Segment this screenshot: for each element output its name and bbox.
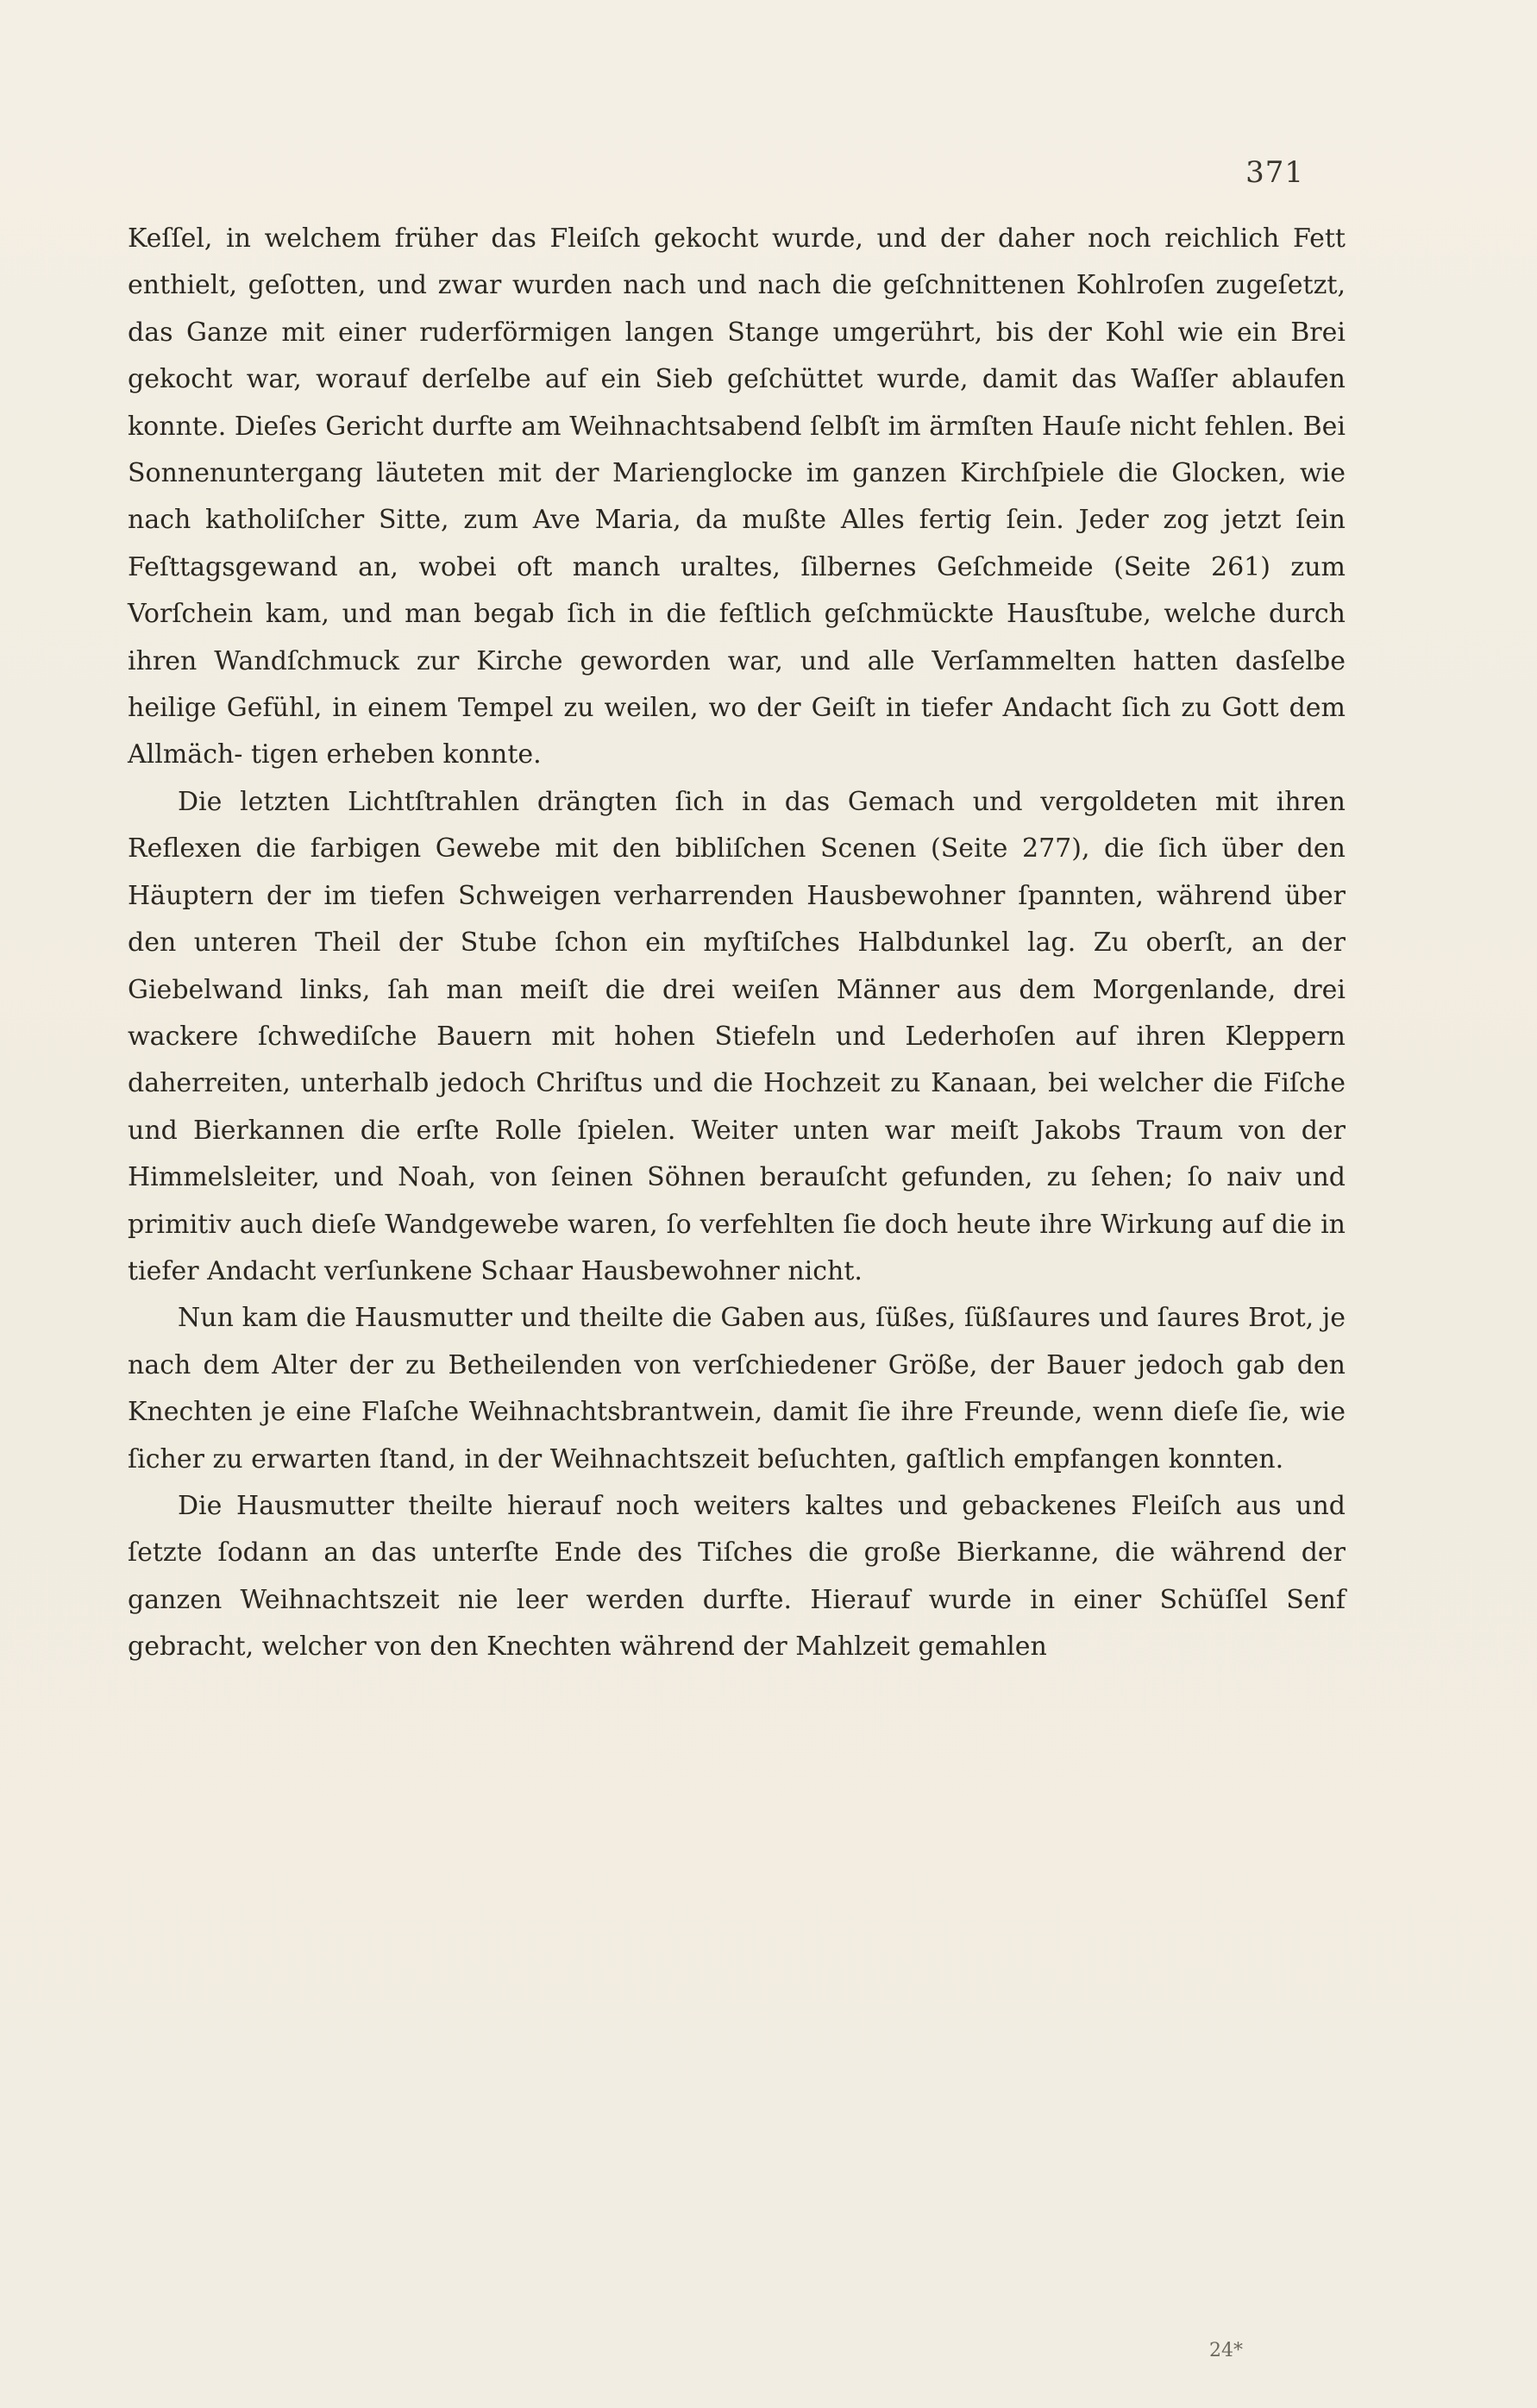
paragraph-1: Keſſel, in welchem früher das Fleiſch gekocht wurde, und der daher noch reichlich Fett enthielt, geſotten, und zwar wurden nach und nach die geſchnittenen Kohlroſen zugeſetzt, das Ganze mit einer ruderförmigen langen Stange umgerührt, bis der Kohl wie ein Brei gekocht war, worauf derſelbe auf ein Sieb geſchüttet wurde, damit das Waſſer ablaufen konnte. Dieſes Gericht durfte am Weihnachtsabend ſelbſt im ärmſten Hauſe nicht fehlen. Bei Sonnenuntergang läuteten mit der Marienglocke im ganzen Kirchſpiele die Glocken, wie nach katholiſcher Sitte, zum Ave Maria, da mußte Alles fertig ſein. Jeder zog jetzt ſein Feſttagsgewand an, wobei oft manch uraltes, ſilbernes Geſchmeide (Seite 261) zum Vorſchein kam, und man begab ſich in die feſtlich geſchmückte Hausſtube, welche durch ihren Wandſchmuck zur Kirche geworden war, und alle Verſammelten hatten dasſelbe heilige Gefühl, in einem Tempel zu weilen, wo der Geiſt in tiefer Andacht ſich zu Gott dem Allmäch- tigen erheben konnte. [128, 223, 1346, 770]
paragraph-2: Die letzten Lichtſtrahlen drängten ſich in das Gemach und vergoldeten mit ihren Reflexen die farbigen Gewebe mit den bibliſchen Scenen (Seite 277), die ſich über den Häuptern der im tiefen Schweigen verharrenden Hausbewohner ſpannten, während über den unteren Theil der Stube ſchon ein myſtiſches Halbdunkel lag. Zu oberſt, an der Giebelwand links, ſah man meiſt die drei weiſen Männer aus dem Morgenlande, drei wackere ſchwediſche Bauern mit hohen Stiefeln und Lederhoſen auf ihren Kleppern daherreiten, unterhalb jedoch Chriſtus und die Hochzeit zu Kanaan, bei welcher die Fiſche und Bierkannen die erſte Rolle ſpielen. Weiter unten war meiſt Jakobs Traum von der Himmelsleiter, und Noah, von ſeinen Söhnen berauſcht gefunden, zu ſehen; ſo naiv und primitiv auch dieſe Wandgewebe waren, ſo verfehlten ſie doch heute ihre Wirkung auf die in tiefer Andacht verſunkene Schaar Hausbewohner nicht. [128, 786, 1346, 1286]
body-text [128, 216, 1346, 1671]
paragraph-4: Die Hausmutter theilte hierauf noch weiters kaltes und gebackenes Fleiſch aus und ſetzte ſodann an das unterſte Ende des Tiſches die große Bierkanne, die während der ganzen Weihnachtszeit nie leer werden durfte. Hierauf wurde in einer Schüſſel Senf gebracht, welcher von den Knechten während der Mahlzeit gemahlen [128, 1490, 1346, 1663]
paragraph-3: Nun kam die Hausmutter und theilte die Gaben aus, ſüßes, ſüßſaures und ſaures Brot, je nach dem Alter der zu Betheilenden von verſchiedener Größe, der Bauer jedoch gab den Knechten je eine Flaſche Weihnachtsbrantwein, damit ſie ihre Freunde, wenn dieſe ſie, wie ſicher zu erwarten ſtand, in der Weihnachtszeit beſuchten, gaſtlich empfangen konnten. [128, 1303, 1346, 1474]
signature-mark: 24* [1209, 2340, 1243, 2361]
page-number: 371 [1245, 155, 1304, 190]
